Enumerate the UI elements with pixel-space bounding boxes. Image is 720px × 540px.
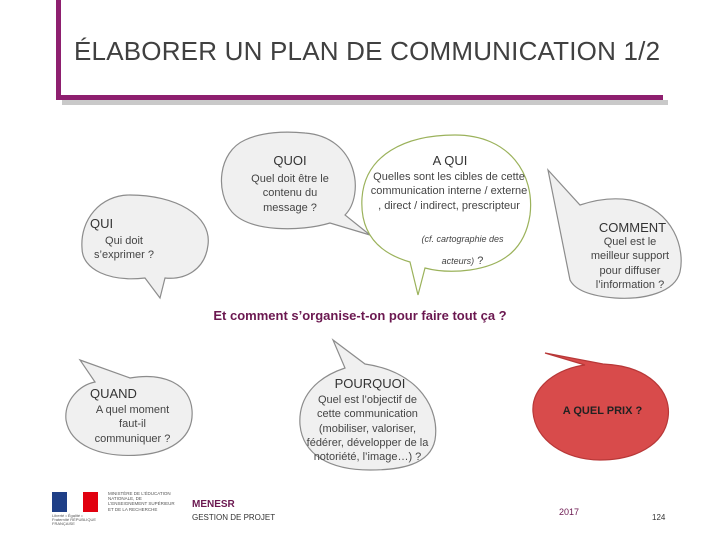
slide-title: ÉLABORER UN PLAN DE COMMUNICATION 1/2 — [74, 36, 661, 66]
republique-caption: Liberté • Égalité • Fraternité RÉPUBLIQUE FRANÇAISE — [52, 513, 97, 526]
organisation-question: Et comment s’organise-t-on pour faire tout ça ? — [213, 308, 507, 323]
qui-label: QUI — [90, 216, 114, 231]
a-qui-label: A QUI — [432, 153, 468, 168]
page-number: 124 — [652, 513, 666, 522]
a-qui-note: (cf. cartographie des acteurs) — [421, 234, 504, 266]
footer-org: MENESR — [192, 499, 235, 510]
qui-text: Qui doit s’exprimer ? — [94, 235, 154, 262]
a-qui-note-wrap — [405, 227, 520, 270]
a-qui-note-suffix: ? — [474, 254, 484, 267]
comment-text: Quel est le meilleur support pour diffuser l’information ? — [590, 236, 670, 291]
quoi-text: Quel doit être le contenu du message ? — [251, 173, 329, 214]
pourquoi-text: Quel est l’objectif de cette communication (mobiliser, valoriser, fédérer, développer de la notoriété, l’image…) ? — [306, 394, 429, 464]
quand-text: A quel moment faut-il communiquer ? — [94, 404, 171, 445]
footer-subtitle: GESTION DE PROJET — [192, 513, 276, 522]
ministry-logo — [52, 488, 180, 526]
a-quel-prix-label: A QUEL PRIX ? — [562, 405, 643, 417]
pourquoi-label: POURQUOI — [334, 376, 406, 391]
ministry-name: MINISTÈRE DE L’ÉDUCATION NATIONALE, DE L’ENSEIGNEMENT SUPÉRIEUR ET DE LA RECHERCHE — [108, 491, 175, 512]
comment-label: COMMENT — [598, 220, 667, 235]
marianne-flag — [52, 492, 98, 512]
quand-label: QUAND — [90, 386, 137, 401]
a-qui-text: Quelles sont les cibles de cette communication interne / externe , direct / indirect, prescripteur — [370, 171, 528, 212]
footer-year: 2017 — [559, 507, 580, 517]
quoi-label: QUOI — [273, 153, 307, 168]
